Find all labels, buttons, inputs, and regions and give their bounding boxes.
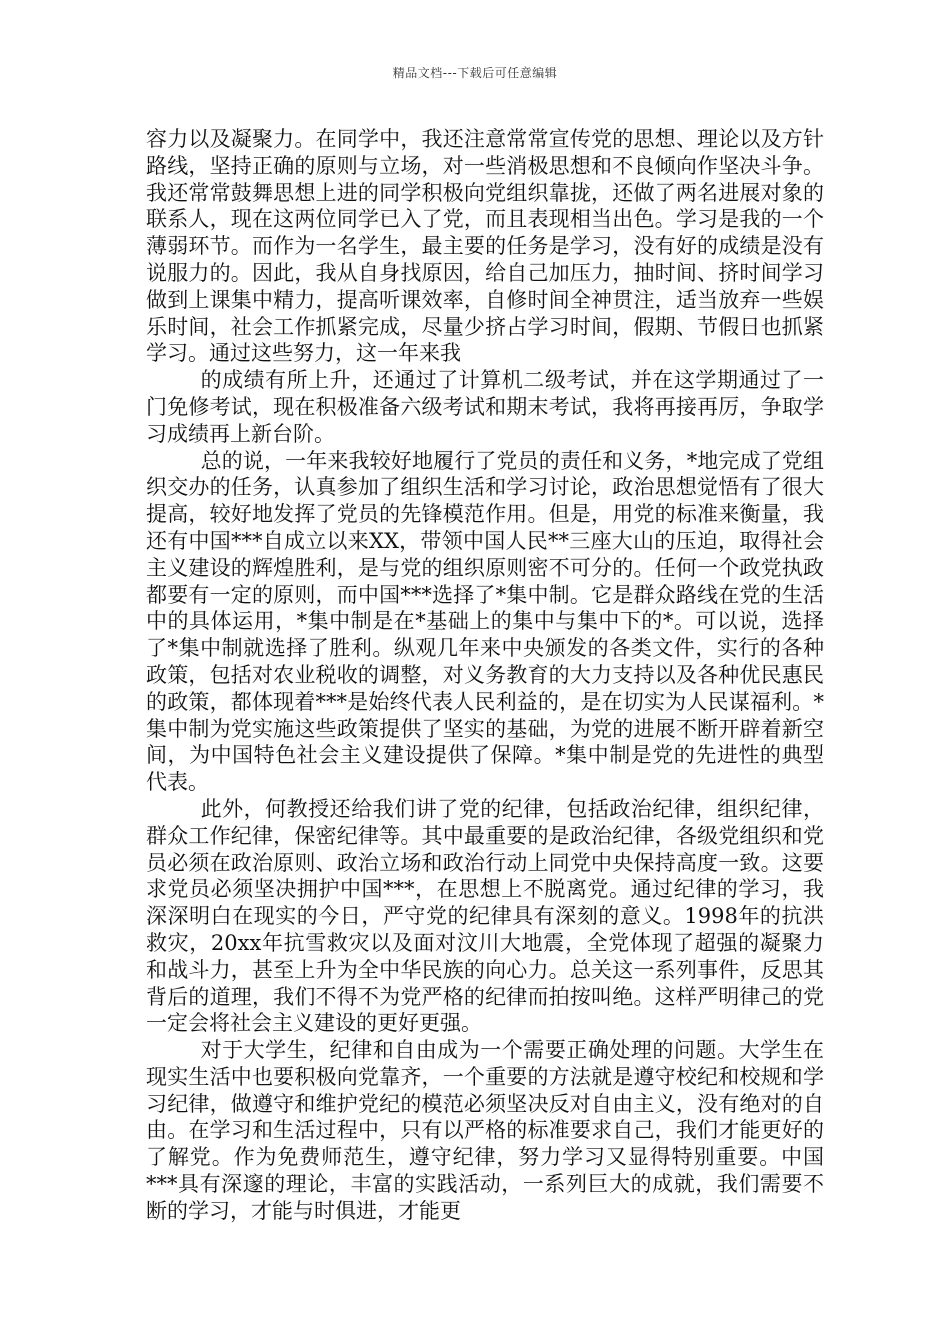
document-body bbox=[146, 126, 824, 1225]
page-header: 精品文档---下载后可任意编辑 bbox=[392, 66, 558, 80]
paragraph-5: 对于大学生，纪律和自由成为一个需要正确处理的问题。大学生在现实生活中也要积极向党靠齐，一个重要的方法就是遵守校纪和校规和学习纪律，做遵守和维护党纪的模范必须坚决反对自由主义，没有绝对的自由。在学习和生活过程中，只有以严格的标准要求自己，我们才能更好的了解党。作为免费师范生，遵守纪律，努力学习又显得特别重要。中国***具有深邃的理论，丰富的实践活动，一系列巨大的成就，我们需要不断的学习，才能与时俱进，才能更 bbox=[146, 1038, 824, 1223]
paragraph-4: 此外，何教授还给我们讲了党的纪律，包括政治纪律，组织纪律，群众工作纪律，保密纪律等。其中最重要的是政治纪律，各级党组织和党员必须在政治原则、政治立场和政治行动上同党中央保持高度一致。这要求党员必须坚决拥护中国***，在思想上不脱离党。通过纪律的学习，我深深明白在现实的今日，严守党的纪律具有深刻的意义。1998年的抗洪救灾，20xx年抗雪救灾以及面对汶川大地震，全党体现了超强的凝聚力和战斗力，甚至上升为全中华民族的向心力。总关这一系列事件，反思其背后的道理，我们不得不为党严格的纪律而拍按叫绝。这样严明律己的党一定会将社会主义建设的更好更强。 bbox=[146, 796, 824, 1036]
paragraph-2: 的成绩有所上升，还通过了计算机二级考试，并在这学期通过了一门免修考试，现在积极准备六级考试和期末考试，我将再接再厉，争取学习成绩再上新台阶。 bbox=[146, 368, 824, 446]
paragraph-1: 容力以及凝聚力。在同学中，我还注意常常宣传党的思想、理论以及方针路线，坚持正确的原则与立场，对一些消极思想和不良倾向作坚决斗争。我还常常鼓舞思想上进的同学积极向党组织靠拢，还做了两名进展对象的联系人，现在这两位同学已入了党，而且表现相当出色。学习是我的一个薄弱环节。而作为一名学生，最主要的任务是学习，没有好的成绩是没有说服力的。因此，我从自身找原因，给自己加压力，抽时间、挤时间学习做到上课集中精力，提高听课效率，自修时间全神贯注，适当放弃一些娱乐时间，社会工作抓紧完成，尽量少挤占学习时间，假期、节假日也抓紧学习。通过这些努力，这一年来我 bbox=[146, 127, 824, 366]
paragraph-3: 总的说，一年来我较好地履行了党员的责任和义务，*地完成了党组织交办的任务，认真参加了组织生活和学习讨论，政治思想觉悟有了很大提高，较好地发挥了党员的先锋模范作用。但是，用党的标准来衡量，我还有中国***自成立以来XX，带领中国人民**三座大山的压迫，取得社会主义建设的辉煌胜利，是与党的组织原则密不可分的。任何一个政党执政都要有一定的原则，而中国***选择了*集中制。它是群众路线在党的生活中的具体运用，*集中制是在*基础上的集中与集中下的*。可以说，选择了*集中制就选择了胜利。纵观几年来中央颁发的各类文件，实行的各种政策，包括对农业税收的调整，对义务教育的大力支持以及各种优民惠民的政策，都体现着***是始终代表人民利益的，是在切实为人民谋福利。*集中制为党实施这些政策提供了坚实的基础，为党的进展不断开辟着新空间，为中国特色社会主义建设提供了保障。*集中制是党的先进性的典型代表。 bbox=[146, 448, 824, 795]
